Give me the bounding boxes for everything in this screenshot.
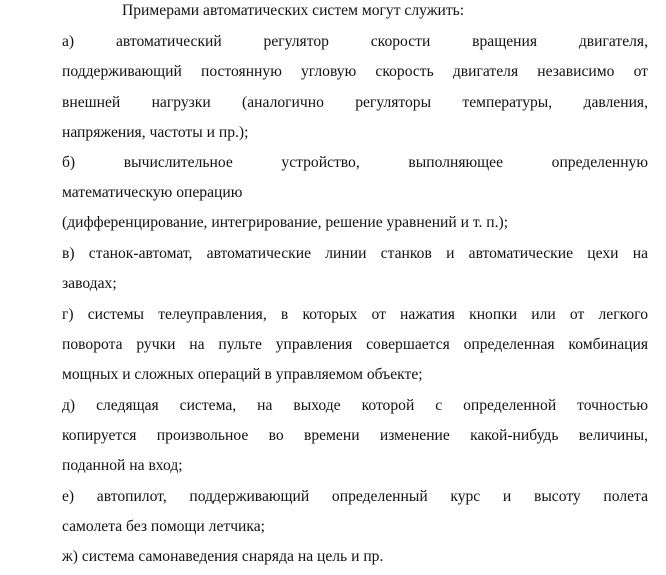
item-e-line-2: самолета без помощи летчика;: [62, 518, 265, 535]
item-g-line-3: мощных и сложных операций в управляемом объекте;: [62, 366, 423, 383]
item-a-line-4: напряжения, частоты и пр.);: [62, 124, 249, 141]
intro-line: Примерами автоматических систем могут служить:: [122, 2, 465, 19]
item-d-line-2: копируется произвольное во времени изменение какой-нибудь величины,: [62, 427, 648, 444]
item-zh-line-1: ж) система самонаведения снаряда на цель и пр.: [62, 548, 384, 565]
item-a-line-1: а) автоматический регулятор скорости вращения двигателя,: [62, 33, 648, 50]
item-a-line-2: поддерживающий постоянную угловую скорость двигателя независимо от: [62, 63, 648, 80]
item-b-line-1: б) вычислительное устройство, выполняющее определенную: [62, 154, 648, 171]
item-e-line-1: е) автопилот, поддерживающий определенный курс и высоту полета: [62, 488, 648, 505]
item-a-line-3: внешней нагрузки (аналогично регуляторы температуры, давления,: [62, 94, 648, 111]
item-v-line-1: в) станок-автомат, автоматические линии станков и автоматические цехи на: [62, 245, 648, 262]
item-b-line-2: математическую операцию: [62, 184, 243, 201]
item-g-line-1: г) системы телеуправления, в которых от нажатия кнопки или от легкого: [62, 306, 648, 323]
item-v-line-2: заводах;: [62, 275, 117, 292]
item-b-line-3: (дифференцирование, интегрирование, решение уравнений и т. п.);: [62, 214, 509, 231]
item-d-line-1: д) следящая система, на выходе которой с определенной точностью: [62, 397, 648, 414]
item-d-line-3: поданной на вход;: [62, 457, 183, 474]
item-g-line-2: поворота ручки на пульте управления совершается определенная комбинация: [62, 336, 648, 353]
